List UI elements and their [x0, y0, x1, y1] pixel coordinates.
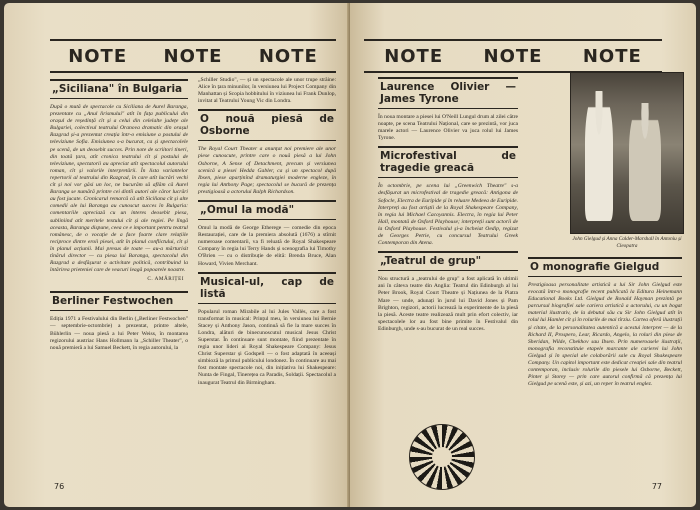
headline-teatrul-de-grup: „Teatrul de grup" — [378, 251, 518, 271]
headline-olivier: Laurence Olivier — James Tyrone — [378, 77, 518, 109]
byline: C. AMĂRIȚEI — [147, 276, 184, 283]
page-number: 77 — [651, 482, 662, 491]
headline-microfestival: Microfestival de tragedie greacă — [378, 146, 518, 178]
note-word: NOTE — [582, 45, 642, 67]
note-word: NOTE — [258, 45, 318, 67]
right-page — [350, 3, 696, 507]
note-word: NOTE — [384, 45, 444, 67]
headline-berliner: Berliner Festwochen — [50, 291, 188, 311]
article-body: „Schiller Studio", — și un spectacole ale unor trupe străine: Alice în țara minunilor, în versiunea lui Project Company din Manhattan și Scopia hobbitului în viziunea lui Frank Dunlop, invitat al Teatrului Young Vic din Londra. — [198, 77, 336, 105]
right-column-1 — [378, 73, 518, 335]
note-word: NOTE — [483, 45, 543, 67]
note-banner — [364, 39, 662, 73]
article-body: Omul la modă de George Etherege — comedie din epoca Restaurației, care de la premiera absolută (1676) a stîrnit numeroase comentarii, va fi reluată de Royal Shakespeare Company în regia lui Terry Hands și scenografia lui Timothy O'Brien — cu o distribuție de elită: Brenda Bruce, Alan Howard, Vivien Merchant. — [198, 225, 336, 267]
article-body: The Royal Court Theater a anunțat noi premiere ale unor piese cunoscute, printre care o nouă piesă a lui John Osborne, A Sense of Detachment, precum și versiunea scenică a piesei Hedda Gabler, ca și un spectacol după Ibsen, piese aparținînd dramaturgiei moderne engleze, în regia lui Anthony Page; spectacolul se bucură de prezența prestigioasă a actorului Ralph Richardson. — [198, 146, 336, 195]
photo-caption: John Gielgud și Anna Calder-Marshall în Antoniu și Cleopatra — [572, 236, 682, 249]
article-body: În noua montare a piesei lui O'Neill Lungul drum al zilei către noapte, pe scena Teatrului Național, care se prezintă, vor juca marele actori — Laurence Olivier va juca rolul lui James Tyrone. — [378, 114, 518, 142]
op-art-target-graphic — [409, 424, 475, 490]
left-column-2 — [198, 77, 336, 389]
headline-musical: Musical-ul, cap de listă — [198, 272, 336, 304]
article-body: Ediția 1971 a Festivalului din Berlin („Berliner Festwochen" — septembrie-octombrie) a prezentat, printre altele, Bühlerlin — noua piesă a lui Peter Weiss, în montarea regizorului austriac Hans Hollmann la „Schiller Theater", o nouă premieră a lui Samuel Beckett, în regia autorului, la — [50, 316, 188, 351]
article-body: Nou structură a „teatrului de grup" a fost aplicată în ultimii ani în câteva teatre din Anglia: Teatrul din Edinburgh al lui Peter Brook, Royal Court Theatre și Națiunea de la Piatra Mare — unde, adunați în jurul lui David Jones și Pam Brighton, regizori, actorii lucrează la experimente de la piesă la piesă. Aceste teatre realizează mult prin efort colectiv, iar spectacolele lor au fost bine primite în Festivalul din Edinburgh, unde s-au bucurat de un real succes. — [378, 276, 518, 332]
headline-osborne: O nouă piesă de Osborne — [198, 109, 336, 141]
note-word: NOTE — [163, 45, 223, 67]
note-word: NOTE — [68, 45, 128, 67]
article-body: În octombrie, pe scena lui „Greenwich Theatre" s-a desfășurat un microfestival de tragedie greacă: Antigona de Sofocle, Electra de Euripide și în reluare Medeea de Euripide. Interpreți au fost artiștii de la Royal Shakespeare Company, în regia lui Michael Cacoyannis. Electra, în regia lui Peter Hall, montată de Oxford Playhouse; interpreții sunt actorii de la Oxford Playhouse. Festivalul și-a încheiat Oedip, regizat de Georges Petrie, cu concursul Teatrului Greek Contemporan din Atena. — [378, 183, 518, 247]
stage-photo — [570, 72, 684, 234]
headline-gielgud: O monografie Gielgud — [528, 257, 682, 277]
article-body: Popularul roman Mirabile al lui Jules Vallès, care a fost transformat în musical: Prințul meu, în versiunea lui Bernie Stacey și Anthony Jason, continuă să fie la mare succes în Londra, alături de binecunoscutul musical Jesus Christ Superstar. În continuare sunt montate, fiind prezentate în regia unor lideri ai Royal Shakespeare Company: Jesus Christ Superstar și Godspell — o fost adaptată în aceeași simbioză la primul publicului londonez. În continuare au mai fost montate spectacole noi, din inițiativa lui Shakespeare: Nunta de Fingal, Tinerețea ca Paradis, Soldații. Spectacolul a inaugurat Teatrul din Birmingham. — [198, 308, 336, 386]
article-body: Prestigioasa personalitate artistică a lui Sir John Gielgud este evocată într-o monografie recent publicată la Editura Heinemann Educational Books Ltd. Gielgud de Ronald Hayman prezintă pe parcursul biografiei sale cariera artistică a actorului, cu un bogat material ilustrativ, de la debutul său cu Sir John Gielgud atît în rolul lui Hamlet cît și în rolurile de mai tîrziu. Cartea oferă ilustrații și citate, de la personalitatea autentică a acestui interpret — de la Richard II, Prospero, Lear, Ricardo, Angelo, la roluri din piese de Sheridan, Wilde, Chekhov sau Ibsen. Prin numeroasele ilustrații, monografia reconstituie etapele marcante ale carierei lui John Gielgud și în special ale colaborării sale cu Royal Shakespeare Company. Un capitol important este dedicat creației sale din teatrul contemporan, inclusiv rolurile din piesele lui Osborne, Beckett, Pinter și Storey — prin care autorul confirmă că prezența lui Gielgud pe scenă este, și azi, un reper în teatrul englez. — [528, 282, 682, 388]
right-column-2 — [528, 253, 682, 390]
page-number: 76 — [54, 482, 65, 491]
actress-figure — [629, 103, 661, 221]
magazine-spread — [4, 3, 696, 507]
left-page — [4, 3, 350, 507]
left-column-1 — [50, 75, 188, 354]
headline-omul: „Omul la modă" — [198, 200, 336, 220]
note-banner — [50, 39, 336, 73]
article-body: După o mută de spectacole cu Siciliana de Aurel Baranga, prezentate cu „Anul lirismului" atît în fața publicului din orașul de reședință cît și a celui din celelalte județe ale Bulgariei, colectivul teatrului Oranova dramatic din orașul Razgrad și-a prezentat creația într-o emisiune a postului de televiziune Sofia. Emisiunea s-a bucurat, ca și spectacolele pe scenă, de un deosebit succes. Prin note de scriitori tineri, din toată țara, atît cronica teatrului cît și postului de televiziune, spectatorii au apreciat atît spectacolul autorului roman, cît și valorile interpretării. În lista variantelor repertorii al teatrului din Razgrad, în care atît lucrări vechi cît și noi vor găsi un loc, ne bucurăm să aflăm că Aurel Baranga se numără printre cei dintîi autori ale căror lucrări au fost jucate. Cronicarul remarcă că atît Siciliana cît și alte comedii ale lui Baranga au cunoscut succes în Bulgaria: comentariile apreciază cu un interes deosebit piesa, subliniind atît meritele textului cît și ale regiei. Pe lîngă aceasta, Baranga dispune, ceea ce e important pentru teatrul românesc, de o vocație de a face foarte clare relațiile reciproce dintre eroii piesei, atît în planul conflictului, cît și în planul acțiunii. Mai presus de toate — au-a mărturisit tînărul director — cu piesa lui Baranga, spectacolul din Razgrad a desfășurat o activitate politică, contribuind la întărirea prieteniei care de veacuri leagă popoarele noastre. — [50, 104, 188, 274]
headline-siciliana: „Siciliana" în Bulgaria — [50, 79, 188, 99]
actor-figure — [585, 91, 613, 221]
